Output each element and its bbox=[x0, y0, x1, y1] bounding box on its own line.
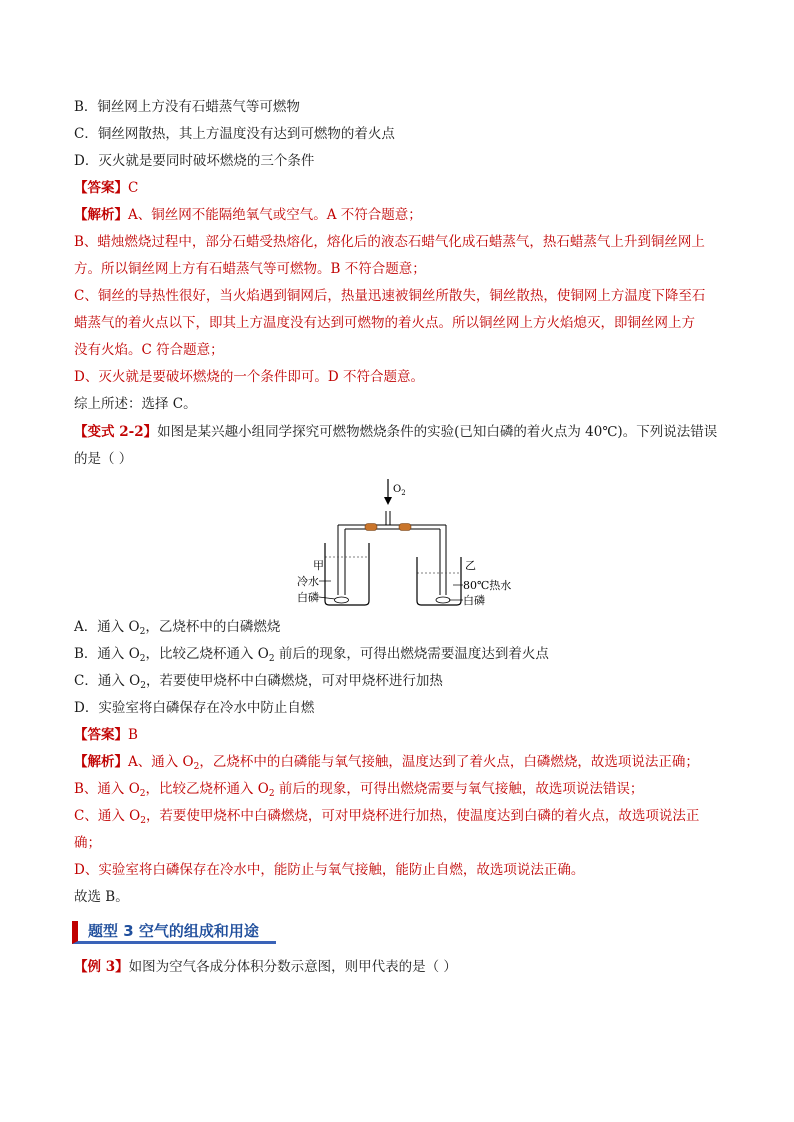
answer-value: C bbox=[128, 180, 139, 196]
answer-label: 【答案】 bbox=[74, 727, 128, 743]
beaker-left bbox=[325, 543, 369, 605]
beaker-right bbox=[417, 557, 461, 605]
analysis-1-b1: B、蜡烛燃烧过程中，部分石蜡受热熔化，熔化后的液态石蜡气化成石蜡蒸气，热石蜡蒸气上升到铜丝网上 bbox=[74, 234, 705, 250]
question-2-line2: 的是（ ） bbox=[74, 451, 133, 467]
answer-2 bbox=[74, 726, 138, 744]
analysis-1-a bbox=[74, 206, 422, 224]
analysis-label: 【解析】 bbox=[74, 207, 128, 223]
o2-label: $O_2$ bbox=[393, 484, 406, 497]
experiment-figure bbox=[283, 477, 513, 612]
label-jia: 甲 bbox=[313, 559, 324, 572]
analysis-2-b: B、通入 $O_2$，比较乙烧杯通入 $O_2$ 前后的现象，可得出燃烧需要与氧气接触，故选项说法错误； bbox=[74, 781, 644, 799]
option-d-2: D．实验室将白磷保存在冷水中防止自燃 bbox=[74, 700, 315, 716]
label-cold-water: 冷水 bbox=[297, 575, 319, 588]
example-label: 【例 3】 bbox=[74, 959, 129, 975]
example-3 bbox=[74, 958, 457, 976]
analysis-2-c2: 确； bbox=[74, 835, 101, 851]
label-yi: 乙 bbox=[465, 559, 476, 572]
analysis-2-c: C、通入 $O_2$，若要使甲烧杯中白磷燃烧，可对甲烧杯进行加热，使温度达到白磷的着火点，故选项说法正 bbox=[74, 808, 700, 826]
analysis-1-c2: 蜡蒸气的着火点以下，即其上方温度没有达到可燃物的着火点。所以铜丝网上方火焰熄灭，即铜丝网上方 bbox=[74, 315, 695, 331]
answer-label: 【答案】 bbox=[74, 180, 128, 196]
analysis-2-d: D、实验室将白磷保存在冷水中，能防止与氧气接触，能防止自燃，故选项说法正确。 bbox=[74, 862, 585, 878]
option-c-top: C．铜丝网散热，其上方温度没有达到可燃物的着火点 bbox=[74, 126, 395, 142]
o2-arrow-head bbox=[384, 497, 392, 505]
analysis-1-c3: 没有火焰。C 符合题意； bbox=[74, 342, 224, 358]
analysis-1-b2: 方。所以铜丝网上方有石蜡蒸气等可燃物。B 不符合题意； bbox=[74, 261, 426, 277]
rubber-connector-left bbox=[365, 524, 377, 531]
analysis-label: 【解析】 bbox=[74, 754, 128, 770]
label-white-p-right: 白磷 bbox=[463, 594, 485, 607]
analysis-1-c1: C、铜丝的导热性很好，当火焰遇到铜网后，热量迅速被铜丝所散失，铜丝散热，使铜网上方温度下降至石 bbox=[74, 288, 706, 304]
option-d-top: D．灭火就是要同时破坏燃烧的三个条件 bbox=[74, 153, 315, 169]
option-c-2: C．通入 $O_2$，若要使甲烧杯中白磷燃烧，可对甲烧杯进行加热 bbox=[74, 673, 443, 691]
section-heading: 题型 3 空气的组成和用途 bbox=[72, 921, 276, 944]
answer-value: B bbox=[128, 727, 138, 743]
leader-white-p-left bbox=[319, 597, 335, 599]
analysis-2-a: 【解析】A、通入 $O_2$，乙烧杯中的白磷能与氧气接触，温度达到了着火点，白磷燃烧，故选项说法正确； bbox=[74, 754, 699, 772]
analysis-1-d: D、灭火就是要破坏燃烧的一个条件即可。D 不符合题意。 bbox=[74, 369, 424, 385]
option-b-2: B．通入 $O_2$，比较乙烧杯通入 $O_2$ 前后的现象，可得出燃烧需要温度达到着火点 bbox=[74, 646, 549, 664]
option-b-top: B．铜丝网上方没有石蜡蒸气等可燃物 bbox=[74, 99, 300, 115]
label-white-p-left: 白磷 bbox=[297, 591, 319, 604]
analysis-text: A、铜丝网不能隔绝氧气或空气。A 不符合题意； bbox=[128, 207, 422, 223]
question-text: 如图是某兴趣小组同学探究可燃物燃烧条件的实验(已知白磷的着火点为 40℃)。下列说法错误 bbox=[157, 424, 718, 440]
answer-1 bbox=[74, 179, 138, 197]
label-hot-water: 80℃热水 bbox=[463, 579, 512, 592]
option-a-2: A．通入 $O_2$，乙烧杯中的白磷燃烧 bbox=[74, 619, 281, 637]
analysis-2-summary: 故选 B。 bbox=[74, 889, 129, 905]
analysis-1-summary: 综上所述：选择 C。 bbox=[74, 396, 197, 412]
rubber-connector-right bbox=[399, 524, 411, 531]
question-2-line1 bbox=[74, 423, 717, 441]
example-text: 如图为空气各成分体积分数示意图，则甲代表的是（ ） bbox=[128, 959, 457, 975]
question-label: 【变式 2-2】 bbox=[74, 424, 158, 440]
